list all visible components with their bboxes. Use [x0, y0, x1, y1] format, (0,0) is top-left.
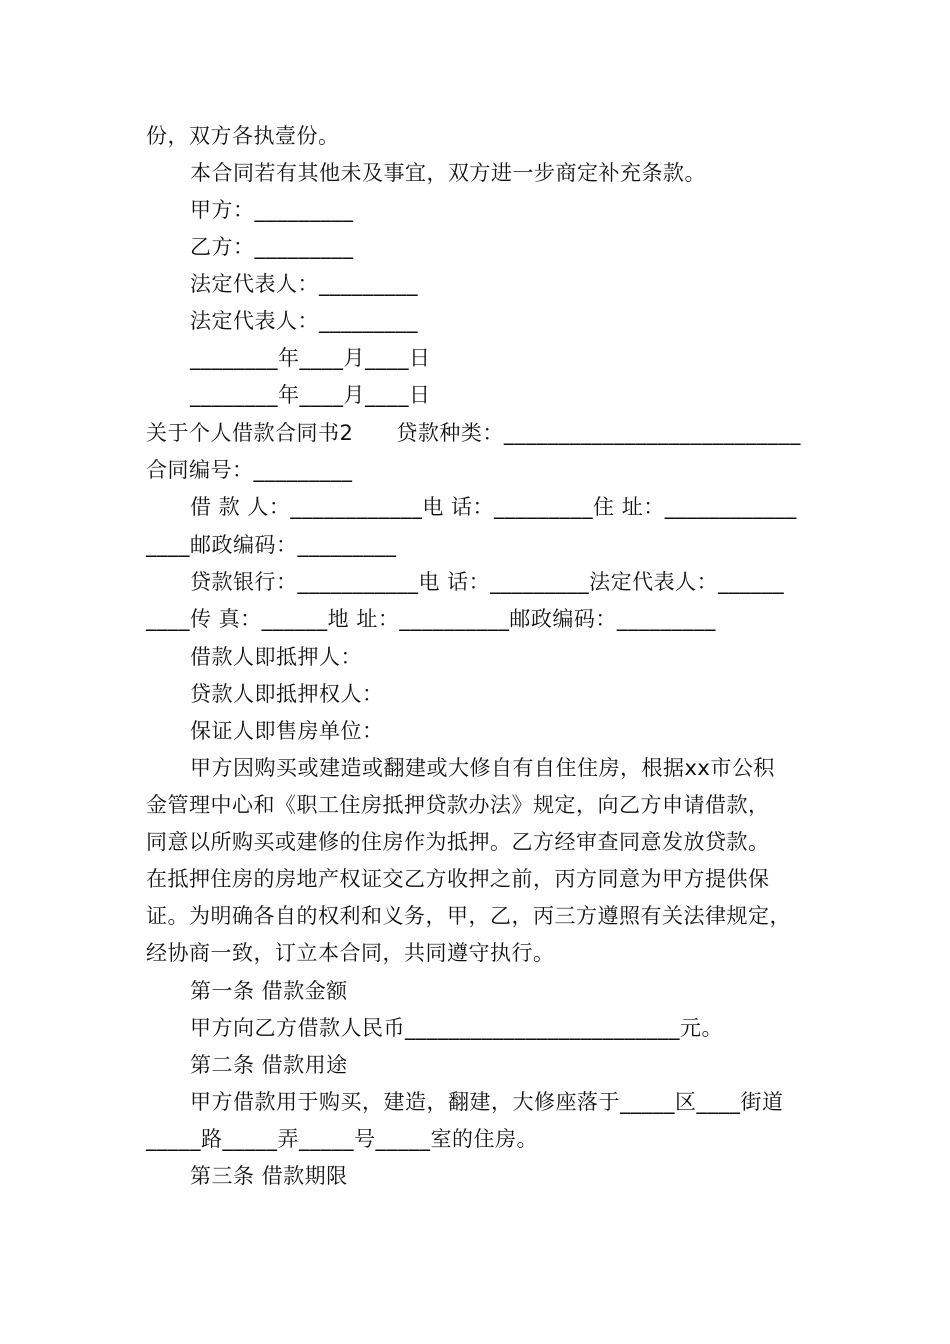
paragraph-line-3: 同意以所购买或建修的住房作为抵押。乙方经审查同意发放贷款。	[146, 830, 770, 854]
paragraph-line-1: 甲方因购买或建造或翻建或大修自有自住住房，根据xx市公积	[190, 756, 775, 780]
paragraph-line-2: 金管理中心和《职工住房抵押贷款办法》规定，向乙方申请借款，	[146, 793, 770, 817]
borrower-postcode-line: ____邮政编码：_________	[146, 533, 397, 557]
article-1-text: 甲方向乙方借款人民币_________________________元。	[190, 1016, 723, 1040]
text-line-1: 份，双方各执壹份。	[146, 124, 340, 148]
paragraph-line-5: 证。为明确各自的权利和义务，甲，乙，丙三方遵照有关法律规定，	[146, 904, 791, 928]
text-line-16: 贷款人即抵押权人：	[190, 682, 384, 706]
party-a-line: 甲方：_________	[190, 198, 354, 222]
legal-rep-line-1: 法定代表人：_________	[190, 272, 418, 296]
paragraph-line-6: 经协商一致，订立本合同，共同遵守执行。	[146, 941, 555, 965]
text-line-17: 保证人即售房单位：	[190, 719, 384, 743]
contract-number-line: 合同编号：_________	[146, 458, 353, 482]
paragraph-line-4: 在抵押住房的房地产权证交乙方收押之前，丙方同意为甲方提供保	[146, 867, 770, 891]
borrower-info-line: 借 款 人：____________电 话：_________住 址：____________	[190, 495, 797, 519]
lender-bank-line: 贷款银行：___________电 话：_________法定代表人：______	[190, 570, 785, 594]
article-1-heading: 第一条 借款金额	[190, 979, 348, 1003]
article-2-text-2: _____路_____弄_____号_____室的住房。	[146, 1127, 538, 1151]
legal-rep-line-2: 法定代表人：_________	[190, 309, 418, 333]
party-b-line: 乙方：_________	[190, 235, 354, 259]
date-line-1: ________年____月____日	[190, 346, 431, 370]
text-line-2: 本合同若有其他未及事宜，双方进一步商定补充条款。	[190, 161, 706, 185]
article-3-heading: 第三条 借款期限	[190, 1164, 348, 1188]
text-line-15: 借款人即抵押人：	[190, 645, 362, 669]
lender-fax-line: ____传 真：______地 址：__________邮政编码：_________	[146, 607, 716, 631]
article-2-text-1: 甲方借款用于购买，建造，翻建，大修座落于_____区____街道	[190, 1090, 784, 1114]
section-title-line: 关于个人借款合同书2 贷款种类：___________________________	[146, 421, 801, 445]
article-2-heading: 第二条 借款用途	[190, 1053, 348, 1077]
date-line-2: ________年____月____日	[190, 383, 431, 407]
